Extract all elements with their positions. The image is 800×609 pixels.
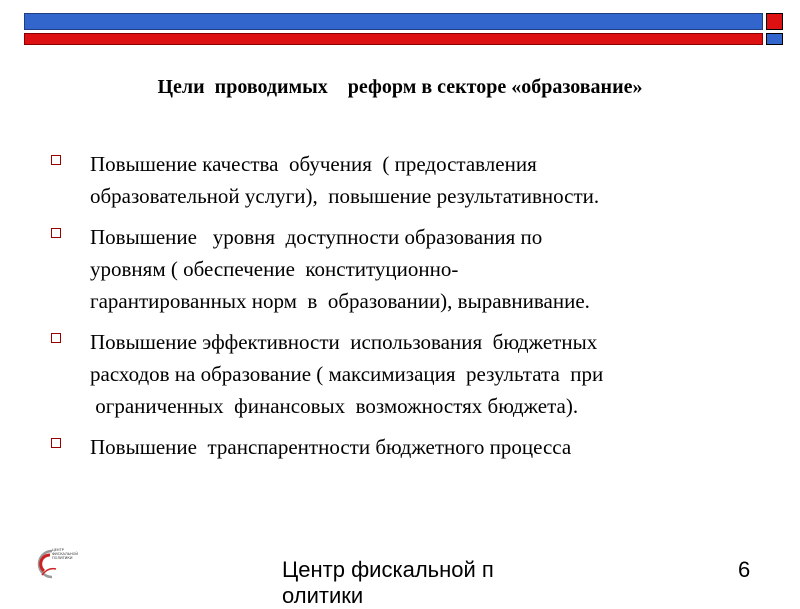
bullet-text-line: образовательной услуги), повышение результативности. bbox=[90, 184, 600, 208]
bullet-text-line: Повышение качества обучения ( предоставления bbox=[90, 152, 537, 176]
slide-title: Цели проводимых реформ в секторе «образование» bbox=[157, 76, 643, 98]
bullet-item bbox=[48, 326, 768, 422]
bullet-list bbox=[48, 148, 768, 472]
bullet-text-line: гарантированных норм в образовании), выравнивание. bbox=[90, 289, 590, 313]
header-blue-bar bbox=[24, 13, 763, 30]
square-bullet-icon bbox=[51, 333, 61, 343]
logo-text: ЦЕНТР ФИСКАЛЬНОЙ ПОЛИТИКИ bbox=[52, 548, 78, 560]
header-red-bar bbox=[24, 33, 763, 45]
header-blue-square bbox=[766, 33, 783, 45]
bullet-item bbox=[48, 148, 768, 212]
organization-logo bbox=[36, 547, 86, 583]
header-decoration bbox=[0, 0, 800, 50]
bullet-text-line: расходов на образование ( максимизация результата при bbox=[90, 362, 604, 386]
bullet-text-line: Повышение эффективности использования бюджетных bbox=[90, 330, 598, 354]
bullet-text-line: уровням ( обеспечение конституционно- bbox=[90, 257, 459, 281]
bullet-item bbox=[48, 431, 768, 463]
page-number: 6 bbox=[738, 557, 751, 582]
square-bullet-icon bbox=[51, 438, 61, 448]
bullet-text-line: Повышение уровня доступности образования по bbox=[90, 225, 543, 249]
square-bullet-icon bbox=[51, 155, 61, 165]
bullet-item bbox=[48, 221, 768, 317]
square-bullet-icon bbox=[51, 228, 61, 238]
header-red-square bbox=[766, 13, 783, 30]
footer-organization-name: Центр фискальной п олитики bbox=[282, 557, 494, 608]
bullet-text-line: ограниченных финансовых возможностях бюджета). bbox=[90, 394, 579, 418]
bullet-text-line: Повышение транспарентности бюджетного процесса bbox=[90, 435, 572, 459]
